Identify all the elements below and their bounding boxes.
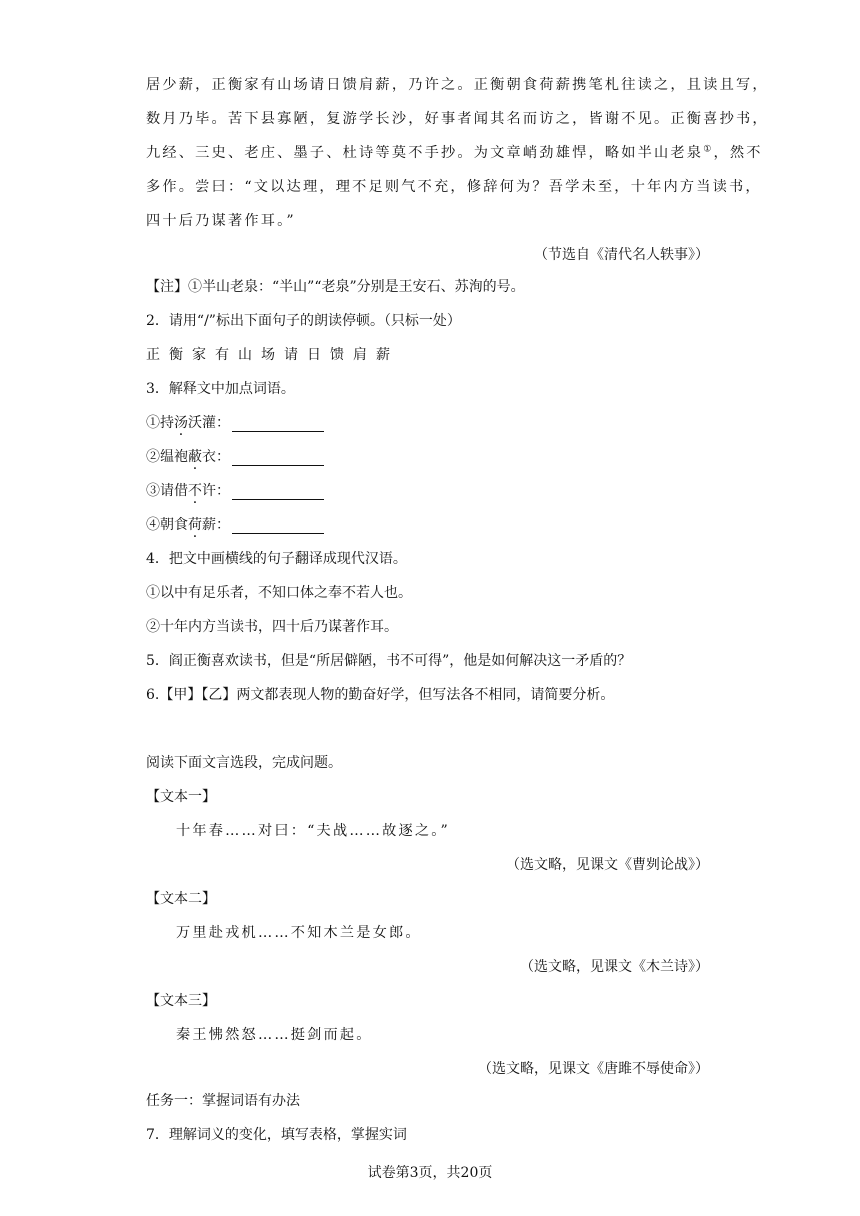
question-2: 2．请用“/”标出下面句子的朗读停顿。（只标一处） [146, 313, 461, 329]
text2-label: 【文本二】 [146, 891, 216, 907]
passage-line-3 [146, 142, 763, 162]
question-3-item-1 [146, 412, 324, 432]
question-5: 5．阎正衡喜欢读书，但是“所居僻陋，书不可得”，他是如何解决这一矛盾的？ [146, 653, 632, 669]
question-4-item-2: ②十年内方当读书，四十后乃谋著作耳。 [146, 619, 398, 635]
dotted-word: 荷 [188, 517, 202, 533]
passage-line-5: 四十后乃谋著作耳。” [146, 213, 296, 229]
item-suffix: 沃灌： [188, 415, 230, 431]
text1-content: 十年春……对曰：“夫战……故逐之。” [176, 823, 451, 839]
footnote: 【注】①半山老泉：“半山”“老泉”分别是王安石、苏洵的号。 [146, 279, 525, 295]
answer-blank[interactable] [232, 417, 324, 432]
dotted-word: 不 [188, 483, 202, 499]
question-7: 7．理解词义的变化，填写表格，掌握实词 [146, 1127, 407, 1143]
passage-source: （节选自《清代名人轶事》） [534, 247, 709, 263]
passage-line-4: 多作。尝曰：“文以达理，理不足则气不充，修辞何为？吾学未至，十年内方当读书， [146, 179, 762, 195]
text2-source: （选文略，见课文《木兰诗》） [520, 959, 709, 975]
text3-content: 秦王怫然怒……挺剑而起。 [176, 1027, 373, 1043]
item-prefix: ①持 [146, 415, 174, 431]
question-4-item-1: ①以中有足乐者，不知口体之奉不若人也。 [146, 585, 412, 601]
question-4: 4．把文中画横线的句子翻译成现代汉语。 [146, 551, 407, 567]
question-3-item-2 [146, 446, 324, 466]
answer-blank[interactable] [232, 519, 324, 534]
text3-label: 【文本三】 [146, 993, 216, 1009]
text3-source: （选文略，见课文《唐雎不辱使命》） [478, 1061, 709, 1077]
dotted-word: 蔽 [188, 449, 202, 465]
text1-label: 【文本一】 [146, 789, 216, 805]
question-3-item-4 [146, 514, 324, 534]
question-3: 3．解释文中加点词语。 [146, 381, 295, 397]
passage-line-3-text: 九经、三史、老庄、墨子、杜诗等莫不手抄。为文章峭劲雄悍，略如半山老泉 [146, 145, 704, 161]
answer-blank[interactable] [232, 485, 324, 500]
item-suffix: 许： [202, 483, 230, 499]
dotted-word: 汤 [174, 415, 188, 431]
passage-line-1: 居少薪，正衡家有山场请日馈肩薪，乃许之。正衡朝食荷薪携笔札往读之，且读且写， [146, 77, 769, 93]
passage-line-2: 数月乃毕。苦下县寡陋，复游学长沙，好事者闻其名而访之，皆谢不见。正衡喜抄书， [146, 111, 769, 127]
answer-blank[interactable] [232, 451, 324, 466]
text1-source: （选文略，见课文《曹刿论战》） [506, 857, 709, 873]
item-prefix: ④朝食 [146, 517, 188, 533]
question-2-sentence: 正衡家有山场请日馈肩薪 [146, 347, 399, 363]
task-1: 任务一：掌握词语有办法 [146, 1093, 300, 1109]
item-prefix: ③请借 [146, 483, 188, 499]
item-prefix: ②缊袍 [146, 449, 188, 465]
item-suffix: 衣： [202, 449, 230, 465]
question-6: 6.【甲】【乙】两文都表现人物的勤奋好学，但写法各不相同，请简要分析。 [146, 687, 615, 703]
section-intro: 阅读下面文言选段，完成问题。 [146, 755, 342, 771]
page-footer: 试卷第3页，共20页 [367, 1165, 493, 1181]
passage-line-3-tail: ，然不 [713, 145, 763, 161]
question-3-item-3 [146, 480, 324, 500]
footnote-marker: ① [703, 144, 714, 155]
text2-content: 万里赴戎机……不知木兰是女郎。 [176, 925, 422, 941]
item-suffix: 薪： [202, 517, 230, 533]
